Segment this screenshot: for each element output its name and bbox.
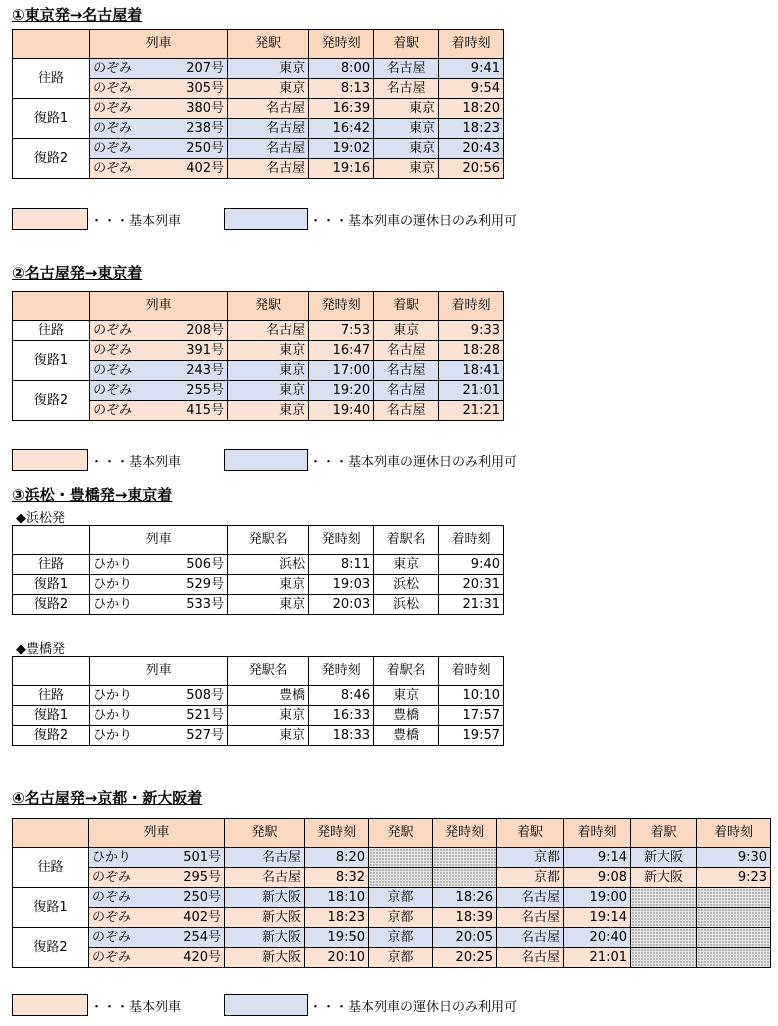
header-blank [13, 292, 90, 321]
table-row [13, 321, 504, 341]
train-number: 208号 [147, 321, 227, 341]
dep-station: 名古屋 [228, 99, 309, 119]
arr-station: 名古屋 [374, 401, 439, 421]
empty-cell [631, 908, 697, 928]
row-label: 往路 [13, 848, 89, 888]
header-dep-time: 発時刻 [309, 292, 374, 321]
dep-time: 16:42 [309, 119, 374, 139]
arr-station: 東京 [374, 99, 439, 119]
header-arr-time: 着時刻 [439, 30, 504, 59]
arr-time: 20:56 [439, 159, 504, 179]
dep-station: 東京 [228, 706, 309, 726]
table-row [13, 139, 504, 159]
train-type: のぞみ [90, 139, 148, 159]
header-arr-station: 着駅 [374, 30, 439, 59]
dep-time: 17:00 [309, 361, 374, 381]
arr-time: 21:31 [439, 595, 504, 615]
header-arr-station: 着駅 [374, 292, 439, 321]
dep-time: 7:53 [309, 321, 374, 341]
section-title-nagoya-tokyo: ②名古屋発→東京着 [12, 264, 143, 282]
dep-time-2: 20:25 [433, 948, 497, 968]
table-row [13, 341, 504, 361]
empty-cell [631, 888, 697, 908]
header-arr-station: 着駅 [497, 819, 564, 848]
train-type: のぞみ [90, 341, 148, 361]
header-dep-station: 発駅 [225, 819, 305, 848]
arr-station: 名古屋 [374, 79, 439, 99]
arr-station: 京都 [497, 848, 564, 868]
header-blank [13, 526, 90, 555]
dep-time: 19:40 [309, 401, 374, 421]
dep-station: 名古屋 [225, 848, 305, 868]
dep-station: 名古屋 [228, 159, 309, 179]
legend-swatch-basic [12, 994, 88, 1016]
arr-time: 21:01 [439, 381, 504, 401]
header-dep-time: 発時刻 [305, 819, 369, 848]
header-arr-time: 着時刻 [439, 657, 504, 686]
dep-time: 8:32 [305, 868, 369, 888]
dep-time: 18:10 [305, 888, 369, 908]
train-number: 527号 [147, 726, 227, 746]
subsection-title-toyohashi: ◆豊橋発 [16, 642, 65, 657]
row-label: 復路1 [13, 706, 90, 726]
train-number: 501号 [146, 848, 225, 868]
header-arr-time: 着時刻 [564, 819, 631, 848]
header-dep-station-2: 発駅 [369, 819, 433, 848]
header-train: 列車 [89, 819, 225, 848]
arr-station: 名古屋 [374, 361, 439, 381]
header-blank [13, 819, 89, 848]
train-number: 254号 [146, 928, 225, 948]
table-row [13, 888, 771, 908]
arr-time-2: 9:30 [697, 848, 771, 868]
arr-station: 名古屋 [497, 888, 564, 908]
header-dep-station: 発駅 [228, 292, 309, 321]
dep-station: 東京 [228, 341, 309, 361]
arr-station: 豊橋 [374, 706, 439, 726]
table-row [13, 848, 771, 868]
legend-label-basic: ・・・基本列車 [90, 214, 182, 229]
train-type: のぞみ [89, 888, 146, 908]
train-type: ひかり [90, 726, 148, 746]
dep-station-2: 京都 [369, 888, 433, 908]
table-row [13, 928, 771, 948]
header-arr-time-2: 着時刻 [697, 819, 771, 848]
dep-station-2: 京都 [369, 928, 433, 948]
empty-cell [697, 928, 771, 948]
dep-station: 東京 [228, 575, 309, 595]
train-number: 506号 [147, 555, 227, 575]
train-type: のぞみ [90, 119, 148, 139]
legend-swatch-basic [12, 208, 88, 230]
empty-cell [631, 948, 697, 968]
train-number: 250号 [146, 888, 225, 908]
arr-time: 9:41 [439, 59, 504, 79]
arr-station: 浜松 [374, 575, 439, 595]
arr-station: 東京 [374, 555, 439, 575]
arr-station: 東京 [374, 321, 439, 341]
train-number: 402号 [146, 908, 225, 928]
arr-station: 名古屋 [497, 908, 564, 928]
row-label: 復路2 [13, 139, 90, 179]
header-train: 列車 [90, 292, 228, 321]
row-label: 復路2 [13, 595, 90, 615]
arr-station-2: 新大阪 [631, 868, 697, 888]
dep-station: 名古屋 [228, 119, 309, 139]
empty-cell [697, 888, 771, 908]
section-title-nagoya-kyoto-shinosaka: ④名古屋発→京都・新大阪着 [12, 789, 203, 807]
arr-station: 東京 [374, 139, 439, 159]
empty-cell [369, 868, 433, 888]
arr-time: 10:10 [439, 686, 504, 706]
table-row [13, 706, 504, 726]
arr-time: 18:41 [439, 361, 504, 381]
legend-label-alt: ・・・基本列車の運休日のみ利用可 [309, 1000, 518, 1015]
header-arr-station-2: 着駅 [631, 819, 697, 848]
row-label: 復路1 [13, 99, 90, 139]
header-dep-time: 発時刻 [309, 657, 374, 686]
train-number: 238号 [147, 119, 227, 139]
dep-time: 19:16 [309, 159, 374, 179]
dep-station: 東京 [228, 59, 309, 79]
train-type: のぞみ [89, 948, 146, 968]
header-dep-station: 発駅名 [228, 526, 309, 555]
train-type: ひかり [89, 848, 146, 868]
dep-station: 名古屋 [225, 868, 305, 888]
arr-time: 17:57 [439, 706, 504, 726]
arr-time: 20:31 [439, 575, 504, 595]
empty-cell [369, 848, 433, 868]
row-label: 復路2 [13, 726, 90, 746]
dep-station: 新大阪 [225, 928, 305, 948]
row-label: 復路1 [13, 575, 90, 595]
row-label: 往路 [13, 555, 90, 575]
dep-time: 16:33 [309, 706, 374, 726]
subsection-title-hamamatsu: ◆浜松発 [16, 511, 65, 526]
dep-time: 19:02 [309, 139, 374, 159]
arr-time: 9:54 [439, 79, 504, 99]
dep-time: 8:13 [309, 79, 374, 99]
header-arr-time: 着時刻 [439, 526, 504, 555]
table-row [13, 575, 504, 595]
train-number: 402号 [147, 159, 227, 179]
arr-time: 19:57 [439, 726, 504, 746]
train-number: 533号 [147, 595, 227, 615]
dep-time: 19:20 [309, 381, 374, 401]
timetable-tokyo-nagoya [12, 29, 504, 179]
dep-time: 19:03 [309, 575, 374, 595]
timetable-nagoya-tokyo [12, 291, 504, 421]
table-row [13, 908, 771, 928]
legend-swatch-alt [224, 449, 308, 471]
table-row [13, 726, 504, 746]
dep-station: 東京 [228, 79, 309, 99]
empty-cell [697, 948, 771, 968]
train-number: 255号 [147, 381, 227, 401]
train-type: ひかり [90, 595, 148, 615]
header-arr-time: 着時刻 [439, 292, 504, 321]
dep-station-2: 京都 [369, 948, 433, 968]
dep-time: 20:03 [309, 595, 374, 615]
empty-cell [433, 868, 497, 888]
arr-time: 9:08 [564, 868, 631, 888]
train-type: のぞみ [90, 321, 148, 341]
train-type: のぞみ [89, 908, 146, 928]
legend-label-alt: ・・・基本列車の運休日のみ利用可 [309, 214, 518, 229]
train-type: のぞみ [90, 381, 148, 401]
train-number: 529号 [147, 575, 227, 595]
legend-swatch-basic [12, 449, 88, 471]
dep-station: 新大阪 [225, 888, 305, 908]
arr-time: 19:00 [564, 888, 631, 908]
header-train: 列車 [90, 30, 228, 59]
table-row [13, 59, 504, 79]
legend-swatch-alt [224, 208, 308, 230]
arr-station: 名古屋 [374, 381, 439, 401]
empty-cell [631, 928, 697, 948]
dep-time: 20:10 [305, 948, 369, 968]
arr-station: 京都 [497, 868, 564, 888]
dep-time: 18:23 [305, 908, 369, 928]
train-number: 305号 [147, 79, 227, 99]
arr-time: 9:33 [439, 321, 504, 341]
arr-time: 18:20 [439, 99, 504, 119]
empty-cell [433, 848, 497, 868]
dep-station: 東京 [228, 401, 309, 421]
dep-time: 19:50 [305, 928, 369, 948]
train-number: 415号 [147, 401, 227, 421]
header-dep-station: 発駅名 [228, 657, 309, 686]
dep-station-2: 京都 [369, 908, 433, 928]
header-dep-time-2: 発時刻 [433, 819, 497, 848]
dep-time: 8:11 [309, 555, 374, 575]
dep-station: 東京 [228, 726, 309, 746]
arr-time: 20:43 [439, 139, 504, 159]
train-type: ひかり [90, 575, 148, 595]
train-type: のぞみ [90, 59, 148, 79]
arr-time: 9:40 [439, 555, 504, 575]
arr-station: 名古屋 [374, 59, 439, 79]
empty-cell [697, 908, 771, 928]
dep-time: 8:00 [309, 59, 374, 79]
arr-time: 20:40 [564, 928, 631, 948]
dep-time-2: 20:05 [433, 928, 497, 948]
arr-time: 9:14 [564, 848, 631, 868]
train-number: 508号 [147, 686, 227, 706]
train-number: 243号 [147, 361, 227, 381]
table-row [13, 948, 771, 968]
train-number: 250号 [147, 139, 227, 159]
dep-station: 東京 [228, 595, 309, 615]
dep-time-2: 18:39 [433, 908, 497, 928]
legend-label-basic: ・・・基本列車 [90, 455, 182, 470]
timetable-toyohashi [12, 656, 504, 746]
table-row [13, 381, 504, 401]
arr-time: 21:21 [439, 401, 504, 421]
dep-station: 浜松 [228, 555, 309, 575]
dep-station: 名古屋 [228, 321, 309, 341]
arr-time: 19:14 [564, 908, 631, 928]
train-type: ひかり [90, 686, 148, 706]
timetable-nagoya-kyoto-shinosaka [12, 818, 771, 968]
train-type: のぞみ [90, 79, 148, 99]
row-label: 復路2 [13, 928, 89, 968]
arr-time: 21:01 [564, 948, 631, 968]
table-row [13, 868, 771, 888]
legend-label-basic: ・・・基本列車 [90, 1000, 182, 1015]
dep-station: 名古屋 [228, 139, 309, 159]
dep-time-2: 18:26 [433, 888, 497, 908]
row-label: 復路2 [13, 381, 90, 421]
train-type: のぞみ [90, 99, 148, 119]
train-type: のぞみ [89, 868, 146, 888]
header-dep-station: 発駅 [228, 30, 309, 59]
dep-time: 8:20 [305, 848, 369, 868]
header-blank [13, 30, 90, 59]
row-label: 復路1 [13, 341, 90, 381]
header-dep-time: 発時刻 [309, 526, 374, 555]
arr-time: 18:23 [439, 119, 504, 139]
header-dep-time: 発時刻 [309, 30, 374, 59]
row-label: 復路1 [13, 888, 89, 928]
train-type: のぞみ [90, 401, 148, 421]
arr-station: 東京 [374, 119, 439, 139]
arr-time: 18:28 [439, 341, 504, 361]
train-number: 391号 [147, 341, 227, 361]
dep-station: 東京 [228, 361, 309, 381]
arr-station-2: 新大阪 [631, 848, 697, 868]
train-type: ひかり [90, 706, 148, 726]
header-train: 列車 [90, 526, 228, 555]
section-title-hamamatsu-toyohashi: ③浜松・豊橋発→東京着 [12, 486, 173, 504]
train-type: ひかり [90, 555, 148, 575]
dep-station: 新大阪 [225, 908, 305, 928]
arr-station: 東京 [374, 159, 439, 179]
dep-station: 東京 [228, 381, 309, 401]
table-row [13, 686, 504, 706]
header-arr-station: 着駅名 [374, 657, 439, 686]
train-type: のぞみ [90, 159, 148, 179]
dep-time: 16:39 [309, 99, 374, 119]
row-label: 往路 [13, 321, 90, 341]
dep-time: 18:33 [309, 726, 374, 746]
header-blank [13, 657, 90, 686]
arr-time-2: 9:23 [697, 868, 771, 888]
arr-station: 豊橋 [374, 726, 439, 746]
train-type: のぞみ [89, 928, 146, 948]
row-label: 往路 [13, 59, 90, 99]
header-train: 列車 [90, 657, 228, 686]
arr-station: 東京 [374, 686, 439, 706]
arr-station: 名古屋 [497, 948, 564, 968]
table-row [13, 99, 504, 119]
legend-label-alt: ・・・基本列車の運休日のみ利用可 [309, 455, 518, 470]
header-arr-station: 着駅名 [374, 526, 439, 555]
train-number: 521号 [147, 706, 227, 726]
legend-swatch-alt [224, 994, 308, 1016]
arr-station: 名古屋 [374, 341, 439, 361]
table-row [13, 595, 504, 615]
train-type: のぞみ [90, 361, 148, 381]
arr-station: 浜松 [374, 595, 439, 615]
dep-time: 8:46 [309, 686, 374, 706]
row-label: 往路 [13, 686, 90, 706]
arr-station: 名古屋 [497, 928, 564, 948]
timetable-hamamatsu [12, 525, 504, 615]
dep-time: 16:47 [309, 341, 374, 361]
train-number: 420号 [146, 948, 225, 968]
table-row [13, 555, 504, 575]
section-title-tokyo-nagoya: ①東京発→名古屋着 [12, 6, 143, 24]
train-number: 207号 [147, 59, 227, 79]
train-number: 380号 [147, 99, 227, 119]
train-number: 295号 [146, 868, 225, 888]
dep-station: 豊橋 [228, 686, 309, 706]
dep-station: 新大阪 [225, 948, 305, 968]
